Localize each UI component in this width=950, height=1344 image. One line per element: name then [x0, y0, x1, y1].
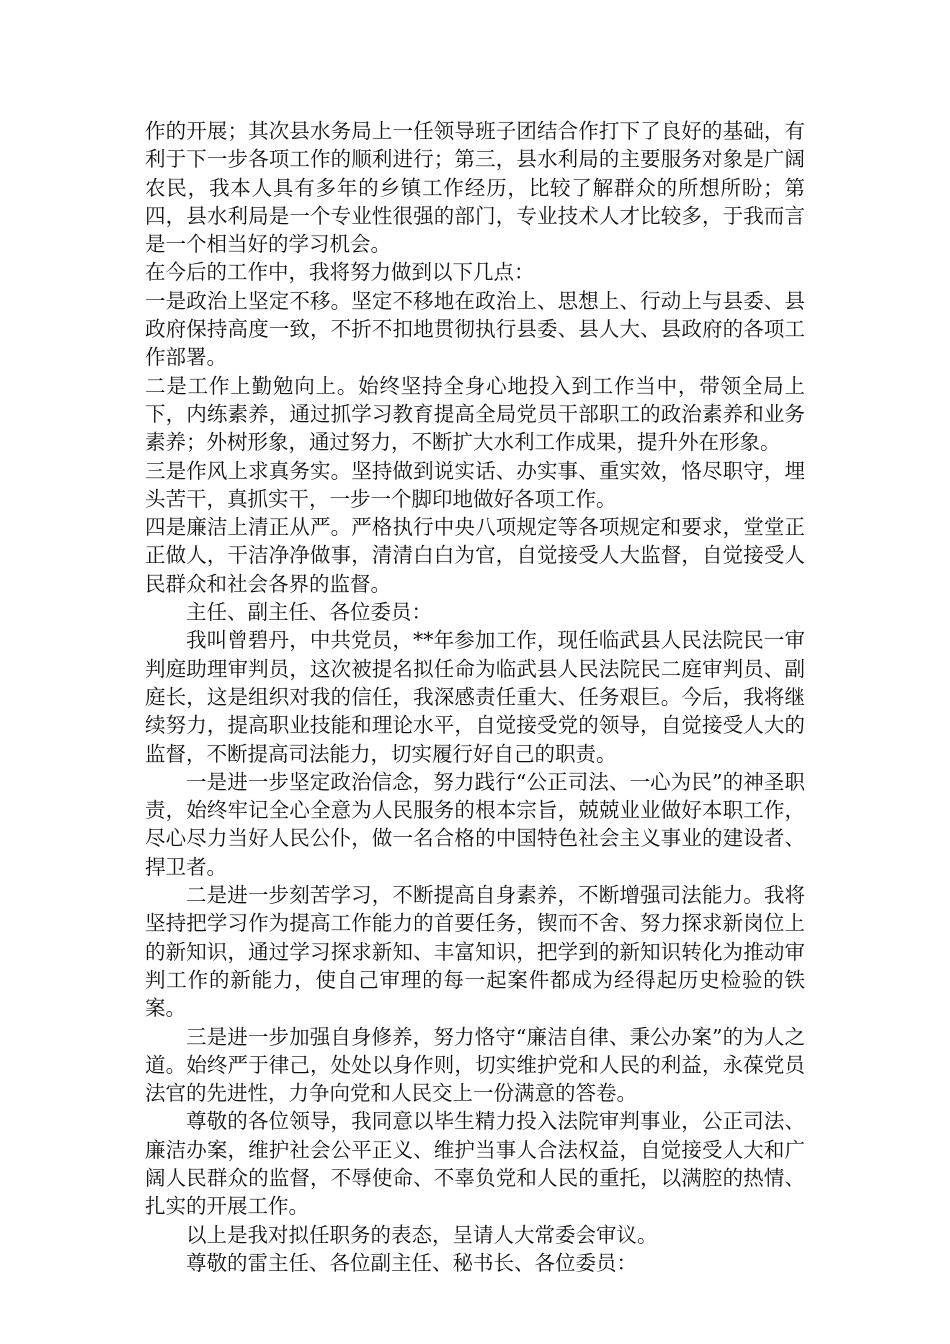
- paragraph: 三是作风上求真务实。坚持做到说实话、办实事、重实效，恪尽职守，埋头苦干，真抓实干，一步一个脚印地做好各项工作。: [145, 458, 805, 511]
- paragraph: 以上是我对拟任职务的表态，呈请人大常委会审议。: [186, 1222, 658, 1247]
- paragraph: 在今后的工作中，我将努力做到以下几点：: [145, 260, 535, 285]
- paragraph: 作的开展；其次县水务局上一任领导班子团结合作打下了良好的基础，有利于下一步各项工作的顺利进行；第三，县水利局的主要服务对象是广阔农民，我本人具有多年的乡镇工作经历，比较了解群众的所想所盼；第四，县水利局是一个专业性很强的部门，专业技术人才比较多，于我而言是一个相当好的学习机会。: [145, 119, 805, 257]
- paragraph: 三是进一步加强自身修养，努力恪守“廉洁自律、秉公办案”的为人之道。始终严于律己，处处以身作则，切实维护党和人民的利益，永葆党员法官的先进性，力争向党和人民交上一份满意的答卷。: [145, 1024, 805, 1106]
- salutation: 主任、副主任、各位委员：: [186, 600, 432, 625]
- paragraph: 一是进一步坚定政治信念，努力践行“公正司法、一心为民”的神圣职责，始终牢记全心全意为人民服务的根本宗旨，兢兢业业做好本职工作，尽心尽力当好人民公仆，做一名合格的中国特色社会主义事业的建设者、捍卫者。: [145, 769, 805, 879]
- paragraph: 二是进一步刻苦学习，不断提高自身素养，不断增强司法能力。我将坚持把学习作为提高工作能力的首要任务，锲而不舍、努力探求新岗位上的新知识，通过学习探求新知、丰富知识，把学到的新知识转化为推动审判工作的新能力，使自己审理的每一起案件都成为经得起历史检验的铁案。: [145, 883, 805, 1021]
- paragraph: 一是政治上坚定不移。坚定不移地在政治上、思想上、行动上与县委、县政府保持高度一致，不折不扣地贯彻执行县委、县人大、县政府的各项工作部署。: [145, 288, 805, 370]
- paragraph: 四是廉洁上清正从严。严格执行中央八项规定等各项规定和要求，堂堂正正做人，干洁净净做事，清清白白为官，自觉接受人大监督，自觉接受人民群众和社会各界的监督。: [145, 515, 805, 596]
- salutation: 尊敬的雷主任、各位副主任、秘书长、各位委员：: [186, 1250, 637, 1275]
- paragraph: 尊敬的各位领导，我同意以毕生精力投入法院审判事业，公正司法、廉洁办案，维护社会公平正义、维护当事人合法权益，自觉接受人大和广阔人民群众的监督，不辱使命、不辜负党和人民的重托，以满腔的热情、扎实的开展工作。: [145, 1109, 805, 1219]
- document-page: [145, 117, 805, 1277]
- paragraph: 二是工作上勤勉向上。始终坚持全身心地投入到工作当中，带领全局上下，内练素养，通过抓学习教育提高全局党员干部职工的政治素养和业务素养；外树形象，通过努力，不断扩大水利工作成果，提升外在形象。: [145, 373, 805, 455]
- paragraph: 我叫曾碧丹，中共党员，**年参加工作，现任临武县人民法院民一审判庭助理审判员，这次被提名拟任命为临武县人民法院民二庭审判员、副庭长，这是组织对我的信任，我深感责任重大、任务艰巨。今后，我将继续努力，提高职业技能和理论水平，自觉接受党的领导，自觉接受人大的监督，不断提高司法能力，切实履行好自己的职责。: [145, 628, 805, 766]
